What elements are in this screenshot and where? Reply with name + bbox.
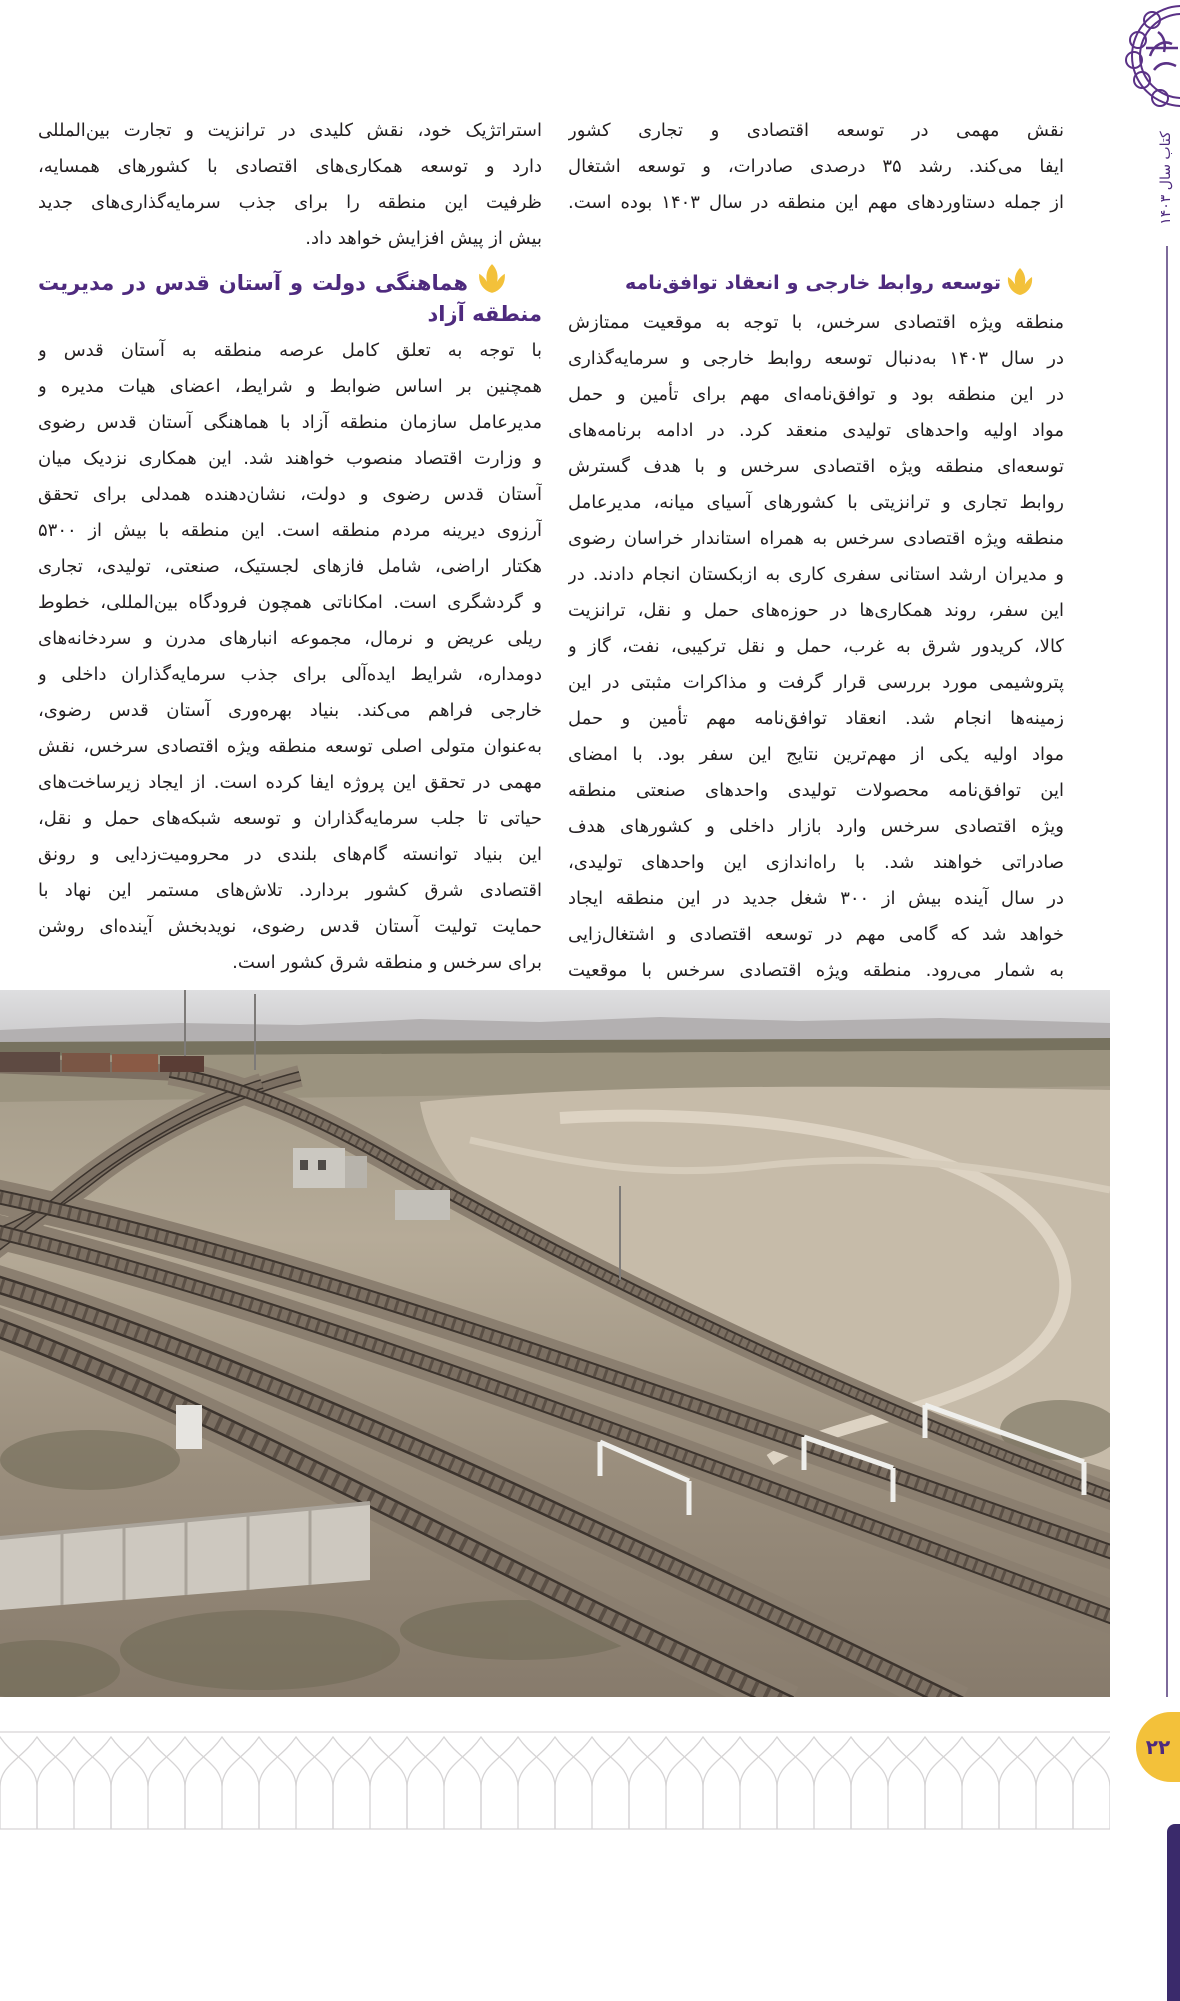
text-line: منطقه ویژه اقتصادی سرخس به همراه استاندار خراسان رضوی bbox=[568, 528, 1064, 549]
text-line: آستان قدس رضوی و دولت، نشان‌دهنده همدلی برای تحقق bbox=[38, 484, 542, 505]
text-line: ظرفیت این منطقه را برای جذب سرمایه‌گذاری‌های جدید bbox=[38, 192, 542, 213]
right-column-body bbox=[568, 305, 1064, 989]
electrical-box bbox=[176, 1405, 202, 1449]
page-number: ۲۲ bbox=[1145, 1735, 1171, 1759]
text-line: ویژه اقتصادی سرخس وارد بازار داخلی و کشورهای هدف bbox=[568, 816, 1064, 837]
text-line: برای سرخس و منطقه شرق کشور است. bbox=[232, 952, 542, 973]
text-line: مهمی در تحقق این پروژه ایفا کرده است. از ایجاد زیرساخت‌های bbox=[38, 772, 542, 793]
text-line: خارجی فراهم می‌کند. بنیاد بهره‌وری آستان قدس رضوی، bbox=[38, 700, 542, 721]
text-line: بیش از پیش افزایش خواهد داد. bbox=[305, 228, 542, 249]
text-line: این سفر، روند همکاری‌ها در حوزه‌های حمل و نقل، ترانزیت bbox=[568, 600, 1064, 621]
text-line: این بنیاد توانسته گام‌های بلندی در محرومیت‌زدایی و رونق bbox=[38, 844, 542, 865]
text-line: حمایت تولیت آستان قدس رضوی، نویدبخش آینده‌ای روشن bbox=[38, 916, 542, 937]
text-line: صادراتی خواهند شد. با راه‌اندازی این واحدهای تولیدی، bbox=[568, 852, 1064, 873]
right-column-intro bbox=[568, 113, 1064, 221]
text-line: آرزوی دیرینه مردم منطقه است. این منطقه با بیش از ۵۳۰۰ bbox=[38, 520, 542, 541]
text-line: در این منطقه بود و توافق‌نامه‌ای مهم برای تأمین و حمل bbox=[568, 384, 1064, 405]
text-line: روابط تجاری و ترانزیتی با کشورهای آسیای میانه، مدیرعامل bbox=[568, 492, 1064, 513]
decorative-arch-border bbox=[0, 1729, 1110, 1831]
flower-bullet-icon bbox=[1006, 266, 1034, 298]
text-line: و مدیران ارشد استانی سفری کاری به ازبکستان انجام دادند. در bbox=[568, 564, 1064, 585]
text-line: این توافق‌نامه محصولات تولیدی واحدهای صنعتی منطقه bbox=[568, 780, 1064, 801]
text-line: و وزارت اقتصاد منصوب خواهند شد. این همکاری نزدیک میان bbox=[38, 448, 542, 469]
left-column-intro bbox=[38, 113, 542, 257]
text-line: پتروشیمی مورد بررسی قرار گرفت و مذاکرات مثبتی در این bbox=[568, 672, 1064, 693]
text-line: کالا، کریدور شرق به غرب، حمل و نقل ترکیبی، نفت، گاز و bbox=[568, 636, 1064, 657]
text-line: مدیرعامل سازمان منطقه آزاد با هماهنگی آستان قدس رضوی bbox=[38, 412, 542, 433]
text-line: استراتژیک خود، نقش کلیدی در ترانزیت و تجارت بین‌المللی bbox=[38, 120, 542, 141]
vertical-publication-label: کتاب سال ۱۴۰۳ bbox=[1158, 131, 1174, 225]
text-line: به شمار می‌رود. منطقه ویژه اقتصادی سرخس با موقعیت bbox=[568, 960, 1064, 981]
text-line: نقش مهمی در توسعه اقتصادی و تجاری کشور bbox=[568, 120, 1064, 141]
text-line: به‌عنوان متولی اصلی توسعه منطقه ویژه اقتصادی سرخس، نقش bbox=[38, 736, 542, 757]
section-heading-coordination-line2: منطقه آزاد bbox=[427, 302, 542, 326]
section-heading-foreign-relations: توسعه روابط خارجی و انعقاد توافق‌نامه bbox=[625, 272, 1001, 294]
text-line: دارد و توسعه همکاری‌های اقتصادی با کشورهای همسایه، bbox=[38, 156, 542, 177]
text-line: منطقه ویژه اقتصادی سرخس، با توجه به موقعیت ممتازش bbox=[568, 312, 1064, 333]
side-accent-bar bbox=[1167, 1824, 1180, 2001]
text-line: با توجه به تعلق کامل عرصه منطقه به آستان قدس و bbox=[38, 340, 542, 361]
text-line: هکتار اراضی، شامل فازهای لجستیک، صنعتی، تولیدی، تجاری bbox=[38, 556, 542, 577]
text-line: همچنین بر اساس ضوابط و شرایط، اعضای هیات مدیره و bbox=[38, 376, 542, 397]
section-heading-coordination: هماهنگی دولت و آستان قدس در مدیریت bbox=[38, 271, 468, 295]
text-line: زمینه‌ها انجام شد. انعقاد توافق‌نامه مهم تأمین و حمل bbox=[568, 708, 1064, 729]
left-column-body bbox=[38, 333, 542, 981]
text-line: ایفا می‌کند. رشد ۳۵ درصدی صادرات، و توسعه اشتغال bbox=[568, 156, 1064, 177]
text-line: ریلی عریض و نرمال، مجموعه انبارهای مدرن و سردخانه‌های bbox=[38, 628, 542, 649]
page-number-badge bbox=[1136, 1712, 1180, 1782]
text-line: در سال ۱۴۰۳ به‌دنبال توسعه روابط خارجی و سرمایه‌گذاری bbox=[568, 348, 1064, 369]
text-line: اقتصادی شرق کشور بردارد. تلاش‌های مستمر این نهاد با bbox=[38, 880, 542, 901]
text-line: مواد اولیه یکی از مهم‌ترین نتایج این سفر بود. با امضای bbox=[568, 744, 1064, 765]
text-line: حیاتی تا جلب سرمایه‌گذاران و توسعه شبکه‌های حمل و نقل، bbox=[38, 808, 542, 829]
flower-bullet-icon bbox=[477, 262, 507, 296]
railway-photo bbox=[0, 990, 1110, 1697]
text-line: توسعه‌ای منطقه ویژه اقتصادی سرخس و با هدف گسترش bbox=[568, 456, 1064, 477]
text-line: در سال آینده بیش از ۳۰۰ شغل جدید در این منطقه ایجاد bbox=[568, 888, 1064, 909]
text-line: و گردشگری است. امکاناتی همچون فرودگاه بین‌المللی، خطوط bbox=[38, 592, 542, 613]
emblem-logo-icon bbox=[1120, 0, 1180, 117]
text-line: از جمله دستاوردهای مهم این منطقه در سال ۱۴۰۳ بوده است. bbox=[568, 192, 1064, 213]
text-line: خواهد شد که گامی مهم در توسعه اقتصادی و اشتغال‌زایی bbox=[568, 924, 1064, 945]
text-line: مواد اولیه واحدهای تولیدی منعقد کرد. در ادامه برنامه‌های bbox=[568, 420, 1064, 441]
text-line: دومداره، شرایط ایده‌آلی برای جذب سرمایه‌گذاران داخلی و bbox=[38, 664, 542, 685]
vertical-rule bbox=[1166, 246, 1168, 1697]
